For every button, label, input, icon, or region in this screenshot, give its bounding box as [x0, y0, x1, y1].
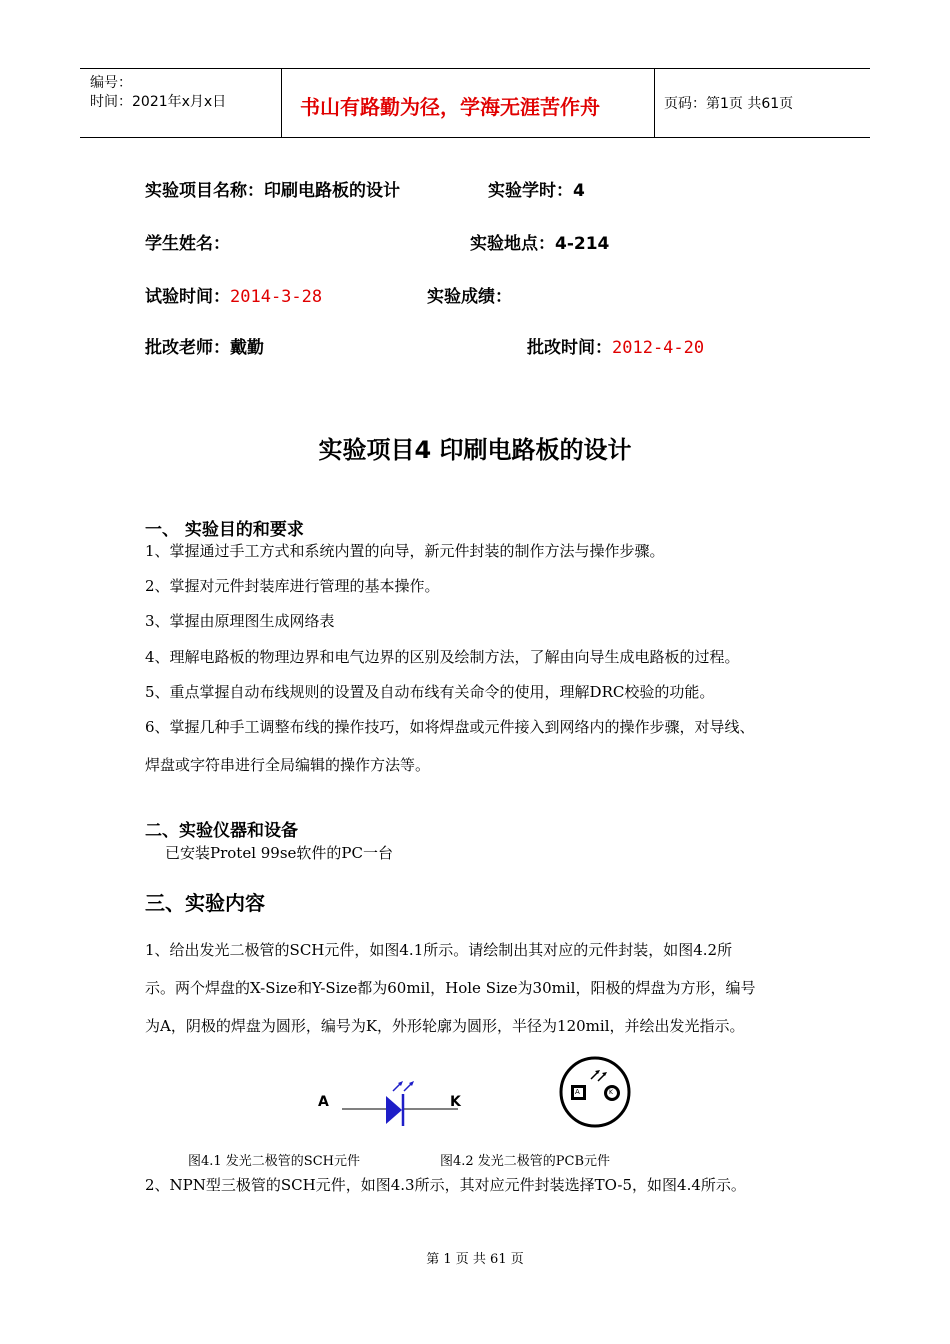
list-item: 1、掌握通过手工方式和系统内置的向导，新元件封装的制作方法与操作步骤。 — [145, 542, 665, 560]
time-label: 时间：2021年x月x日 — [90, 94, 227, 110]
student-name: 学生姓名： — [145, 234, 230, 254]
fig2-label-a: A — [575, 1088, 580, 1096]
fig2-label-k: K — [609, 1089, 613, 1096]
list-item: 2、掌握对元件封装库进行管理的基本操作。 — [145, 577, 440, 595]
figure-led-pcb — [558, 1055, 633, 1130]
led-footprint-icon — [558, 1055, 633, 1130]
test-time-label: 试验时间： — [145, 287, 230, 307]
page-title: 实验项目4 印刷电路板的设计 — [318, 436, 632, 464]
paragraph-line: 1、给出发光二极管的SCH元件，如图4.1所示。请绘制出其对应的元件封装，如图4.2所 — [145, 941, 733, 959]
list-item: 3、掌握由原理图生成网络表 — [145, 612, 335, 630]
test-time-value: 2014-3-28 — [230, 287, 323, 307]
figure-caption: 图4.1 发光二极管的SCH元件 — [188, 1154, 360, 1169]
led-symbol-icon — [314, 1074, 474, 1134]
figure-caption: 图4.2 发光二极管的PCB元件 — [440, 1154, 611, 1169]
project-name: 实验项目名称：印刷电路板的设计 — [145, 181, 400, 201]
header-divider — [654, 69, 655, 137]
header-table — [80, 68, 870, 138]
serial-label: 编号： — [90, 75, 132, 91]
section1-heading: 一、 实验目的和要求 — [145, 520, 304, 540]
experiment-score: 实验成绩： — [427, 287, 512, 307]
paragraph-line: 示。两个焊盘的X-Size和Y-Size都为60mil，Hole Size为30mil，阳极的焊盘为方形，编号 — [145, 979, 756, 997]
equipment-text: 已安装Protel 99se软件的PC一台 — [165, 844, 393, 862]
paragraph-line: 为A，阴极的焊盘为圆形，编号为K，外形轮廓为圆形，半径为120mil，并绘出发光指示。 — [145, 1017, 745, 1035]
header-motto: 书山有路勤为径，学海无涯苦作舟 — [300, 95, 600, 119]
fig1-label-k: K — [450, 1094, 461, 1110]
header-divider — [281, 69, 282, 137]
review-time — [527, 333, 704, 358]
experiment-hours: 实验学时：4 — [488, 181, 585, 201]
section2-heading: 二、实验仪器和设备 — [145, 821, 298, 841]
list-item: 焊盘或字符串进行全局编辑的操作方法等。 — [145, 756, 431, 774]
paragraph-line: 2、NPN型三极管的SCH元件，如图4.3所示，其对应元件封装选择TO-5，如图4.4所示。 — [145, 1176, 746, 1194]
figure-led-sch — [314, 1074, 474, 1134]
teacher: 批改老师：戴勤 — [145, 338, 264, 358]
test-time — [145, 282, 322, 307]
list-item: 6、掌握几种手工调整布线的操作技巧，如将焊盘或元件接入到网络内的操作步骤，对导线、 — [145, 718, 755, 736]
list-item: 4、理解电路板的物理边界和电气边界的区别及绘制方法，了解由向导生成电路板的过程。 — [145, 648, 740, 666]
review-time-value: 2012-4-20 — [612, 338, 705, 358]
fig1-label-a: A — [318, 1094, 329, 1110]
list-item: 5、重点掌握自动布线规则的设置及自动布线有关命令的使用，理解DRC校验的功能。 — [145, 683, 715, 701]
review-time-label: 批改时间： — [527, 338, 612, 358]
section3-heading: 三、实验内容 — [145, 891, 265, 915]
experiment-location: 实验地点：4-214 — [470, 234, 610, 254]
page-footer: 第 1 页 共 61 页 — [426, 1252, 524, 1267]
page-info: 页码：第1页 共61页 — [664, 96, 794, 112]
